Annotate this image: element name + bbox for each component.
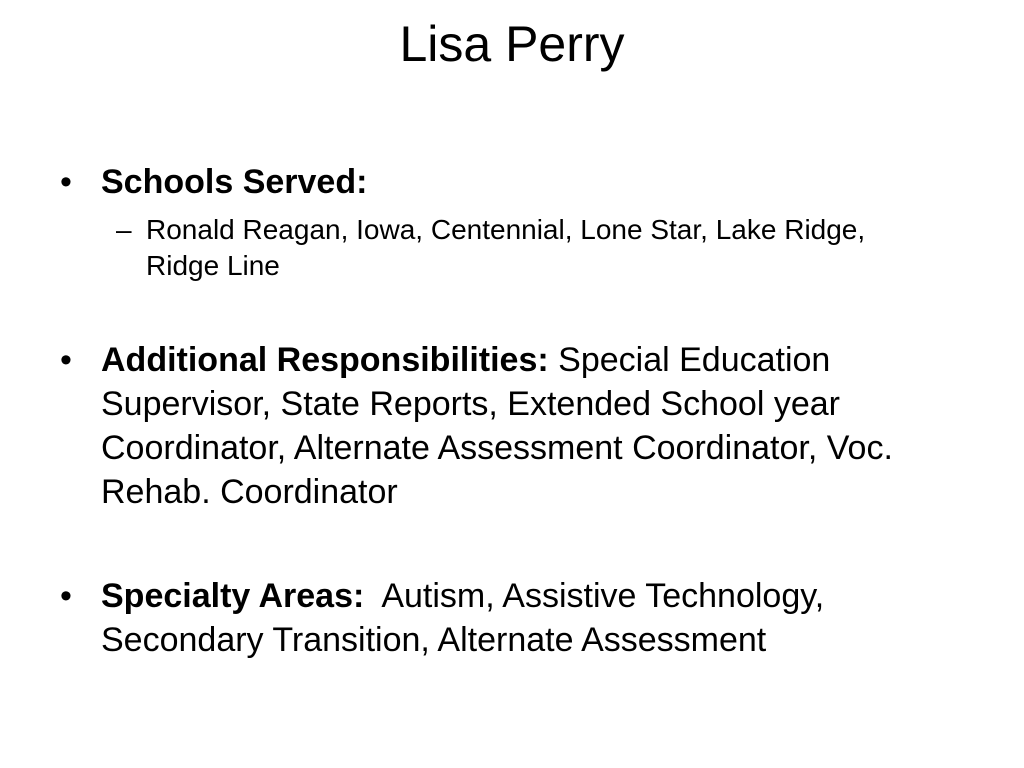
bullet-heading: Additional Responsibilities:	[101, 341, 549, 379]
bullet-marker: •	[60, 341, 72, 379]
bullet-body: Autism, Assistive Technology, Secondary Transition, Alternate Assessment	[101, 577, 834, 659]
sub-bullet-schools-list	[116, 212, 936, 284]
bullet-text	[101, 160, 976, 204]
bullet-heading: Schools Served:	[101, 163, 368, 201]
bullet-marker: •	[60, 163, 72, 201]
bullet-marker: •	[60, 577, 72, 615]
bullet-additional-responsibilities	[60, 338, 980, 514]
bullet-specialty-areas	[60, 574, 980, 662]
sub-bullet-text: Ronald Reagan, Iowa, Centennial, Lone Star, Lake Ridge, Ridge Line	[146, 214, 866, 281]
bullet-text	[101, 574, 976, 662]
bullet-text	[101, 338, 976, 514]
bullet-heading: Specialty Areas:	[101, 577, 365, 615]
slide-title: Lisa Perry	[399, 16, 625, 72]
bullet-schools-served	[60, 160, 980, 204]
bullet-body: Special Education Supervisor, State Reports, Extended School year Coordinator, Alternate Assessment Coordinator, Voc. Rehab. Coordinator	[101, 341, 893, 511]
sub-bullet-marker: –	[116, 214, 132, 245]
